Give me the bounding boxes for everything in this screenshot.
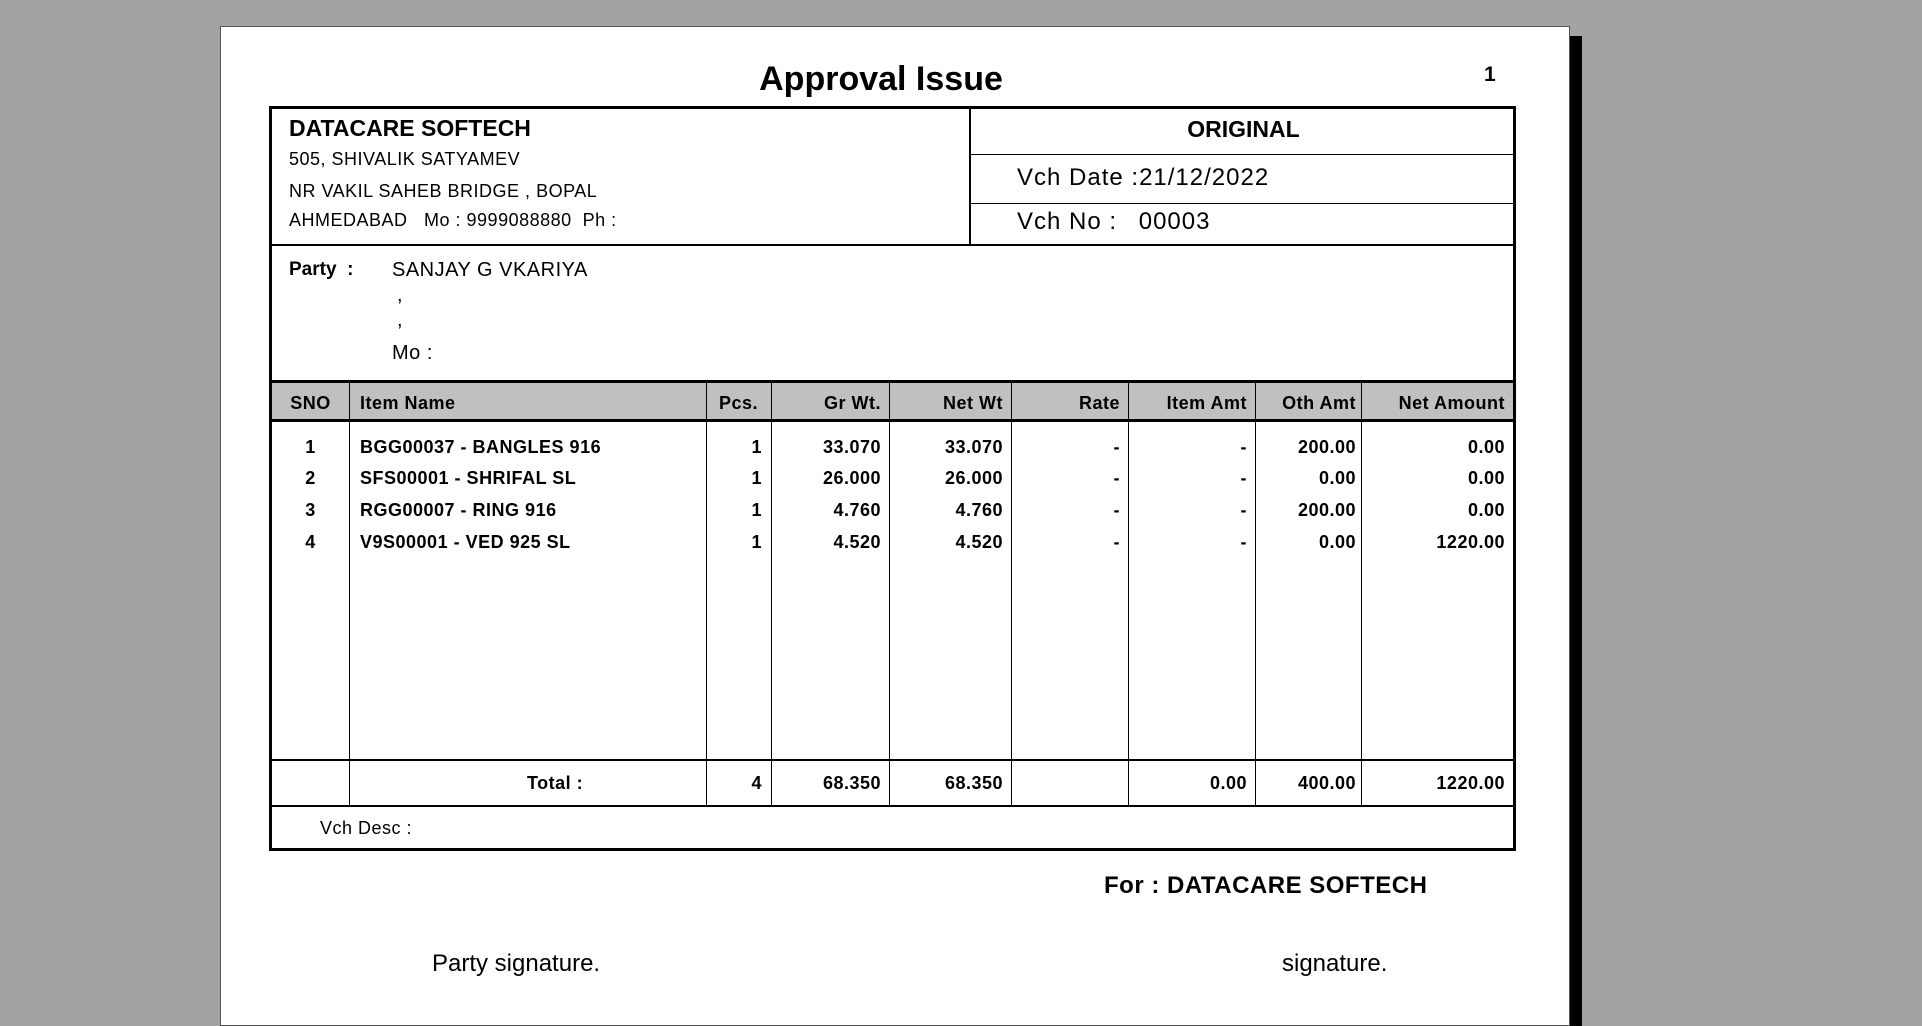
row2-gr-wt: 26.000 (822, 468, 881, 488)
vch-date (1017, 164, 1269, 192)
total-top-rule (272, 759, 1513, 761)
row3-rate: - (1113, 500, 1120, 520)
header-net-wt: Net Wt (943, 393, 1003, 413)
row4-sno: 4 (305, 532, 316, 552)
row4-item-amt: - (1240, 532, 1247, 552)
company-address-line2: NR VAKIL SAHEB BRIDGE , BOPAL (289, 181, 598, 201)
row1-oth-amt: 200.00 (1297, 437, 1356, 457)
vch-date-value: 21/12/2022 (1139, 164, 1270, 191)
row3-sno: 3 (305, 500, 316, 520)
vch-no (1017, 208, 1210, 236)
report-title: Approval Issue (759, 60, 1003, 98)
header-net-amount: Net Amount (1398, 393, 1505, 413)
header-pcs: Pcs. (718, 393, 759, 413)
row2-net-wt: 26.000 (944, 468, 1003, 488)
party-label: Party : (289, 259, 354, 280)
vch-no-label: Vch No : (1017, 208, 1118, 235)
company-address-line3: AHMEDABAD Mo : 9999088880 Ph : (289, 210, 617, 230)
header-rate: Rate (1078, 393, 1120, 413)
row3-item-amt: - (1240, 500, 1247, 520)
party-address-line2: , (397, 284, 404, 306)
total-gr-wt: 68.350 (822, 773, 881, 793)
row2-item-name: SFS00001 - SHRIFAL SL (360, 468, 577, 488)
party-name: SANJAY G VKARIYA (392, 259, 588, 281)
row2-net-amount: 0.00 (1467, 468, 1505, 488)
total-oth-amt: 400.00 (1297, 773, 1356, 793)
party-address-line3: , (397, 309, 404, 331)
total-net-amount: 1220.00 (1436, 773, 1505, 793)
row4-rate: - (1113, 532, 1120, 552)
row1-gr-wt: 33.070 (822, 437, 881, 457)
row3-oth-amt: 200.00 (1297, 500, 1356, 520)
header-item-amt: Item Amt (1166, 393, 1247, 413)
header-item-name: Item Name (360, 393, 456, 413)
row4-item-name: V9S00001 - VED 925 SL (360, 532, 571, 552)
row4-net-wt: 4.520 (955, 532, 1003, 552)
row1-rate: - (1113, 437, 1120, 457)
row2-sno: 2 (305, 468, 316, 488)
authorised-signature: signature. (1282, 950, 1388, 977)
row1-net-amount: 0.00 (1467, 437, 1505, 457)
total-bottom-rule (272, 805, 1513, 807)
copy-type: ORIGINAL (1187, 116, 1300, 142)
vch-date-label: Vch Date : (1017, 164, 1140, 191)
vch-no-value: 00003 (1138, 208, 1211, 235)
for-company-line: For : DATACARE SOFTECH (1104, 872, 1428, 899)
row1-item-name: BGG00037 - BANGLES 916 (360, 437, 602, 457)
total-item-amt: 0.00 (1209, 773, 1247, 793)
row2-item-amt: - (1240, 468, 1247, 488)
row1-sno: 1 (305, 437, 316, 457)
row4-gr-wt: 4.520 (833, 532, 881, 552)
row2-rate: - (1113, 468, 1120, 488)
row3-gr-wt: 4.760 (833, 500, 881, 520)
vch-desc-label: Vch Desc : (320, 818, 413, 838)
row4-oth-amt: 0.00 (1318, 532, 1356, 552)
row1-pcs: 1 (751, 437, 762, 457)
total-label: Total : (527, 773, 584, 793)
row3-net-wt: 4.760 (955, 500, 1003, 520)
header-right-rule-1 (969, 154, 1516, 155)
row2-oth-amt: 0.00 (1318, 468, 1356, 488)
total-pcs: 4 (751, 773, 762, 793)
row4-net-amount: 1220.00 (1436, 532, 1505, 552)
total-net-wt: 68.350 (944, 773, 1003, 793)
party-mobile: Mo : (392, 342, 433, 364)
header-sno: SNO (290, 393, 331, 413)
header-oth-amt: Oth Amt (1282, 393, 1356, 413)
row3-pcs: 1 (751, 500, 762, 520)
header-bottom-rule (272, 244, 1513, 246)
row2-pcs: 1 (751, 468, 762, 488)
company-address-line1: 505, SHIVALIK SATYAMEV (289, 149, 521, 169)
header-right-rule-2 (969, 203, 1516, 204)
row3-net-amount: 0.00 (1467, 500, 1505, 520)
row1-item-amt: - (1240, 437, 1247, 457)
header-gr-wt: Gr Wt. (824, 393, 881, 413)
party-signature: Party signature. (432, 950, 601, 977)
page-number: 1 (1484, 63, 1496, 86)
row1-net-wt: 33.070 (944, 437, 1003, 457)
report-page (220, 26, 1570, 1026)
company-name: DATACARE SOFTECH (289, 115, 531, 141)
voucher-frame (269, 106, 1516, 851)
col-divider (349, 380, 350, 806)
row4-pcs: 1 (751, 532, 762, 552)
row3-item-name: RGG00007 - RING 916 (360, 500, 557, 520)
